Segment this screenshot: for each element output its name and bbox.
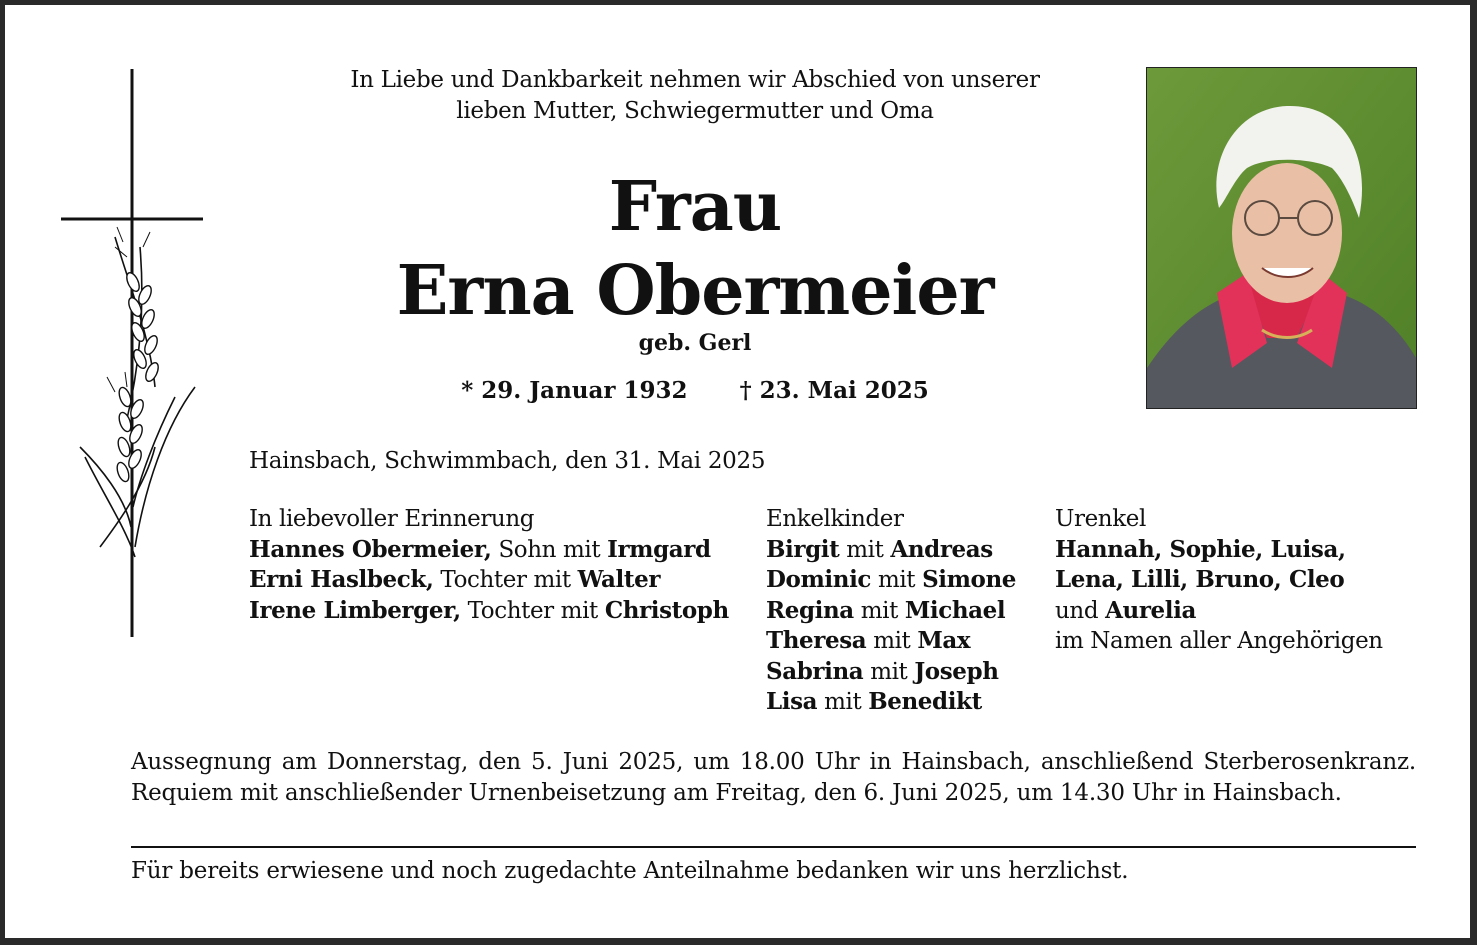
family-row: Erni Haslbeck, Tochter mit Walter	[249, 566, 661, 593]
grandchild-row: Theresa mit Max	[766, 627, 971, 654]
grandchild-row: Sabrina mit Joseph	[766, 657, 999, 685]
funeral-service-details: Aussegnung am Donnerstag, den 5. Juni 2025, um 18.00 Uhr in Hainsbach, anschließend Sterberosenkranz. Requiem mit anschließender Urnenbeisetzung am Freitag, den 6. Juni 2025, um 14.30 Uhr in Hainsbach.	[131, 749, 1416, 806]
place-and-date: Hainsbach, Schwimmbach, den 31. Mai 2025	[249, 448, 766, 474]
grandchild-row: Birgit mit Andreas	[766, 535, 993, 563]
family-column	[249, 504, 729, 626]
on-behalf-line: im Namen aller Angehörigen	[1055, 628, 1383, 654]
portrait-illustration	[1147, 68, 1416, 408]
obituary-card	[5, 5, 1470, 938]
thanks-note: Für bereits erwiesene und noch zugedachte Anteilnahme bedanken wir uns herzlichst.	[131, 858, 1129, 884]
death-date: † 23. Mai 2025	[739, 377, 929, 404]
grandchild-row: Dominic mit Simone	[766, 566, 1017, 593]
full-name: Erna Obermeier	[396, 251, 994, 331]
family-row: Hannes Obermeier, Sohn mit Irmgard	[249, 535, 711, 563]
intro-line-1: In Liebe und Dankbarkeit nehmen wir Abschied von unserer	[350, 67, 1040, 93]
portrait-photo	[1146, 67, 1417, 409]
intro-text	[255, 65, 1135, 127]
grandchild-row: Regina mit Michael	[766, 596, 1006, 624]
great-grandchildren-heading: Urenkel	[1055, 506, 1146, 532]
grandchildren-heading: Enkelkinder	[766, 506, 904, 532]
intro-line-2: lieben Mutter, Schwiegermutter und Oma	[456, 98, 934, 124]
family-heading: In liebevoller Erinnerung	[249, 506, 535, 532]
family-row: Irene Limberger, Tochter mit Christoph	[249, 596, 729, 624]
birth-date: * 29. Januar 1932	[461, 377, 688, 404]
great-grandchildren-line-2: Lena, Lilli, Bruno, Cleo	[1055, 566, 1345, 593]
grandchildren-column	[766, 504, 1016, 718]
salutation: Frau	[608, 167, 782, 247]
divider	[131, 846, 1416, 848]
great-grandchildren-line-3: und Aurelia	[1055, 596, 1196, 624]
great-grandchildren-line-1: Hannah, Sophie, Luisa,	[1055, 535, 1346, 563]
life-dates	[255, 377, 1135, 404]
grandchild-row: Lisa mit Benedikt	[766, 688, 982, 715]
cross-with-wheat-icon	[55, 67, 215, 647]
maiden-name: geb. Gerl	[638, 330, 752, 356]
deceased-name-title	[255, 165, 1135, 333]
great-grandchildren-column	[1055, 504, 1383, 657]
